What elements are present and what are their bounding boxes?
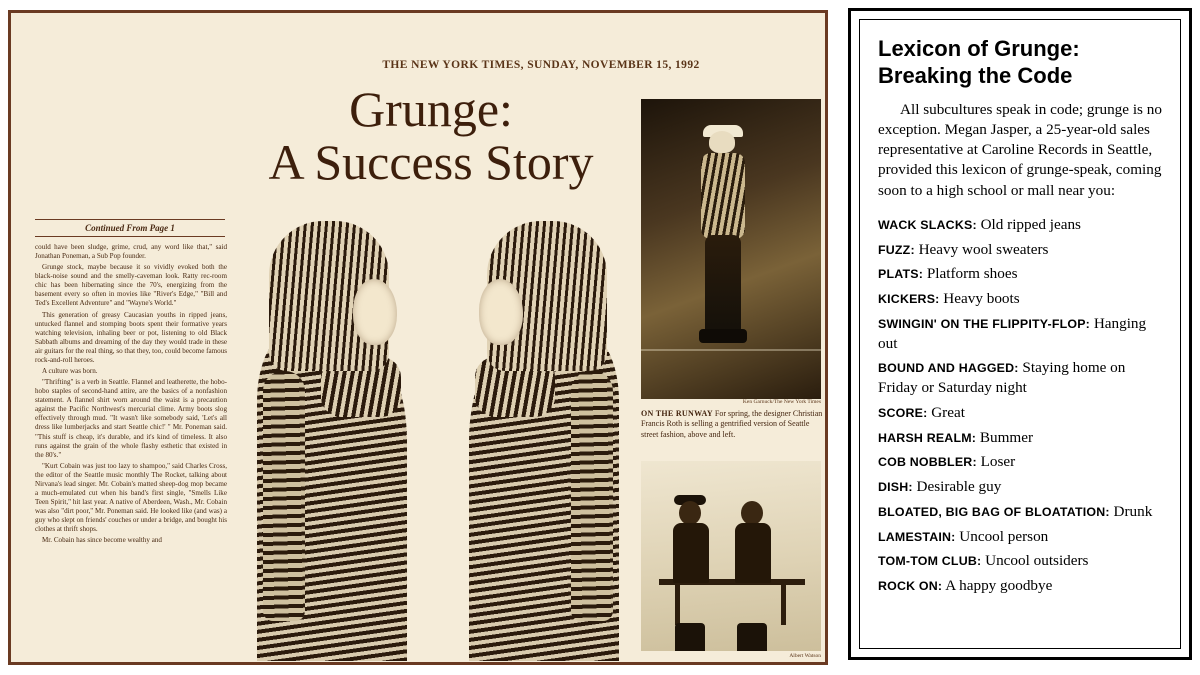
newspaper-dateline: THE NEW YORK TIMES, SUNDAY, NOVEMBER 15, 1992 (382, 59, 700, 71)
article-paragraph: "Kurt Cobain was just too lazy to shampoo," said Charles Cross, the editor of the Seattle music monthly The Rocket, talking about Nirvana's lead singer. Mr. Cobain's matted sheep-dog mop became a much-emulated cut when his band's first single, "Smells Like Teen Spirit," hit last year. A native of Aberdeen, Wash., Mr. Cobain was also "dirt poor," Mr. Poneman said. He looked like (and was) a guy who slept on friends' couches or under a bridge, and bought his clothes at thrift shops. (35, 461, 227, 534)
lexicon-term: PLATS: (878, 267, 924, 282)
lexicon-term: LAMESTAIN: (878, 529, 956, 544)
lexicon-term: BOUND AND HAGGED: (878, 361, 1019, 376)
lexicon-entry-list (878, 215, 1162, 596)
bench-leg (675, 585, 680, 625)
lexicon-term: HARSH REALM: (878, 430, 977, 445)
lexicon-entry (878, 240, 1162, 260)
newspaper-clipping (8, 10, 828, 665)
person-head (679, 501, 701, 525)
lexicon-entry (878, 428, 1162, 448)
lexicon-entry (878, 551, 1162, 571)
figure-face (479, 279, 523, 345)
figure-face (353, 279, 397, 345)
lexicon-entry (878, 289, 1162, 309)
bench-leg (781, 585, 786, 625)
lexicon-definition: Loser (980, 453, 1016, 471)
lexicon-definition: Uncool outsiders (985, 552, 1089, 570)
lexicon-definition: Hanging out (878, 314, 1147, 352)
lexicon-term: SWINGIN' ON THE FLIPPITY-FLOP: (878, 316, 1091, 331)
lexicon-entry (878, 215, 1162, 235)
continued-from-label: Continued From Page 1 (35, 219, 225, 237)
lexicon-title-line-2: Breaking the Code (878, 62, 1073, 88)
model-shoes (699, 329, 747, 343)
lexicon-definition: Old ripped jeans (980, 215, 1081, 233)
lexicon-entry (878, 527, 1162, 547)
article-paragraph: could have been sludge, grime, crud, any word like that," said Jonathan Poneman, a Sub Pop founder. (35, 243, 227, 261)
lexicon-term: TOM-TOM CLUB: (878, 554, 982, 569)
lexicon-title (878, 36, 1162, 90)
lexicon-definition: Bummer (979, 428, 1034, 446)
model-legs (705, 235, 741, 335)
article-paragraph: This generation of greasy Caucasian youths in ripped jeans, untucked flannel and stomping boots spent their formative years watching television, inhaling beer or pot, listening to old Black Sabbath albums and dreaming of the day they would trade in these air guitars for the real thing, so that they, too, could become famous rock-and-roll heroes. (35, 310, 227, 364)
article-headline (221, 83, 641, 188)
figure-sleeve (263, 371, 305, 621)
bench-photo-credit: Albert Watson (789, 653, 821, 659)
article-paragraph: Mr. Cobain has since become wealthy and (42, 536, 162, 545)
lexicon-term: KICKERS: (878, 292, 940, 306)
lexicon-entry (878, 452, 1162, 472)
lexicon-content (859, 19, 1181, 649)
illustration-figure-left (257, 221, 407, 661)
person-head (741, 501, 763, 525)
lexicon-definition: Heavy boots (943, 290, 1020, 307)
runway-photo (641, 99, 821, 399)
lexicon-term: BLOATED, BIG BAG OF BLOATATION: (878, 504, 1110, 519)
runway-photo-credit: Ken Garnuck/The New York Times (742, 399, 821, 405)
lexicon-term: ROCK ON: (878, 579, 943, 593)
lexicon-term: DISH: (878, 480, 913, 494)
lexicon-term: WACK SLACKS: (878, 217, 977, 232)
striped-figures-illustration (239, 201, 629, 661)
model-head (709, 131, 735, 153)
article-paragraph: A culture was born. (42, 367, 98, 376)
lexicon-entry (878, 576, 1162, 596)
lexicon-intro: All subcultures speak in code; grunge is no exception. Megan Jasper, a 25-year-old sales representative at Caroline Records in Seattle, provided this lexicon of grunge-speak, coming soon to a high school or mall near you: (878, 100, 1162, 199)
article-paragraph: Grunge stock, maybe because it so vividly evoked both the black-noise sound and the smelly-caveman look. Ratty rec-room chic has been hibernating since the 70's, energizing from the basement every so often in movies like "River's Edge," "Bill and Ted's Excellent Adventure" and "Wayne's World." (35, 263, 227, 308)
caption-body: For spring, the designer Christian Francis Roth is selling a gentrified version of Seattle street fashion, above and left. (641, 409, 823, 439)
person-legs (737, 623, 767, 651)
lexicon-definition: Great (931, 403, 965, 421)
lexicon-entry (878, 358, 1162, 398)
lexicon-definition: A happy goodbye (945, 577, 1053, 594)
lexicon-entry (878, 403, 1162, 423)
figure-sleeve (571, 371, 613, 621)
lexicon-definition: Drunk (1113, 502, 1153, 520)
lexicon-entry (878, 314, 1162, 354)
lexicon-definition: Desirable guy (916, 478, 1002, 495)
lexicon-definition: Platform shoes (926, 265, 1018, 283)
article-paragraph: "Thrifting" is a verb in Seattle. Flannel and leatherette, the hobo-hobo staples of second-hand attire, are the basics of a nonfashion statement. A flannel shirt worn around the waist is a precaution against the Pacific Northwest's mercurial clime. Army boots slog effectively through mud. "It wasn't like somebody said, 'Let's all dress like lumberjacks and start Seattle chic!' " Mr. Poneman said. "This stuff is cheap, it's durable, and it's kind of timeless. It also runs against the grain of the whole flashy esthetic that existed in the 80's." (35, 378, 227, 459)
lexicon-definition: Heavy wool sweaters (918, 240, 1049, 258)
bench-photo (641, 461, 821, 651)
article-body-column (35, 243, 227, 663)
lexicon-term: COB NOBBLER: (878, 455, 977, 470)
illustration-figure-right (469, 221, 619, 661)
lexicon-title-line-1: Lexicon of Grunge: (878, 36, 1080, 61)
bench-person (733, 501, 773, 587)
lexicon-term: SCORE: (878, 405, 928, 420)
lexicon-sidebar (848, 8, 1192, 660)
lexicon-entry (878, 477, 1162, 497)
lexicon-term: FUZZ: (878, 242, 915, 257)
runway-model (693, 131, 755, 351)
bench-person (671, 501, 711, 587)
lexicon-definition: Staying home on Friday or Saturday night (878, 359, 1126, 396)
person-body (673, 523, 709, 583)
clipping-content (21, 21, 823, 659)
caption-lead-in: ON THE RUNWAY (641, 409, 713, 418)
lexicon-entry (878, 502, 1162, 522)
model-torso (701, 153, 745, 239)
headline-line-2: A Success Story (268, 133, 594, 190)
runway-caption (641, 409, 823, 440)
lexicon-entry (878, 264, 1162, 284)
person-legs (675, 623, 705, 651)
person-body (735, 523, 771, 583)
headline-line-1: Grunge: (349, 81, 513, 137)
lexicon-definition: Uncool person (959, 527, 1049, 545)
